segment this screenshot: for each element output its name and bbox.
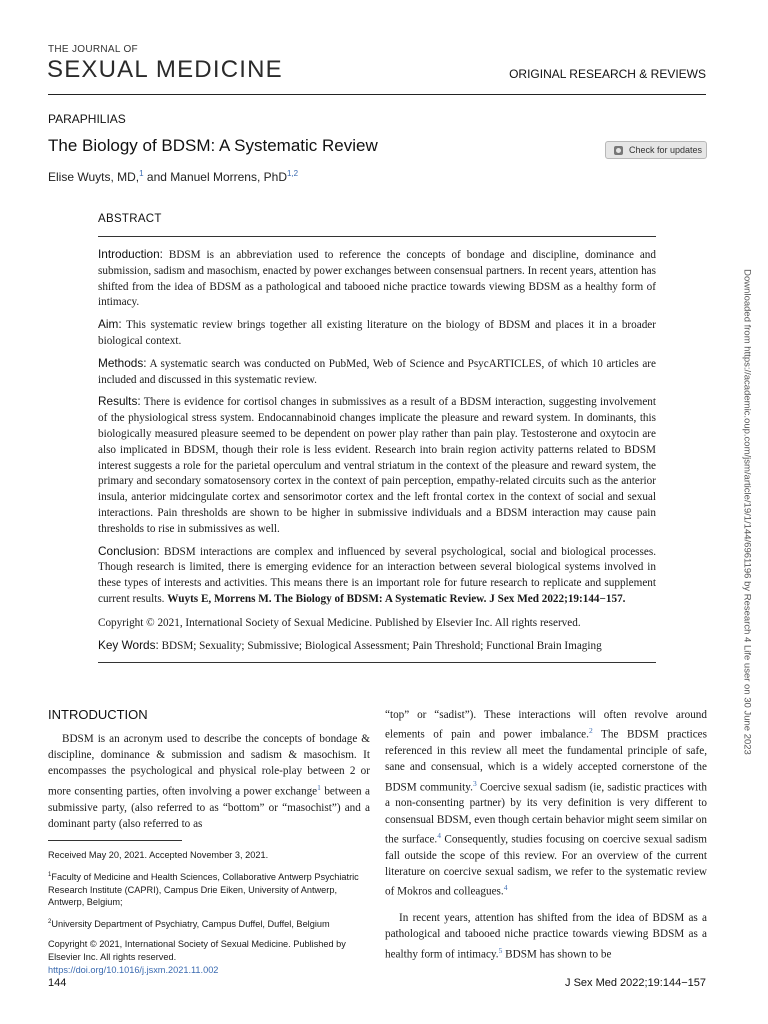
abstract-label: Methods:	[98, 355, 147, 370]
abstract-results	[98, 394, 656, 537]
abstract-heading: ABSTRACT	[98, 213, 162, 225]
abstract-label: Introduction:	[98, 247, 163, 261]
body-text: “top” or “sadist”). These interactions will often revolve around elements of pain and power imbalance.	[385, 709, 707, 741]
author-name: and Manuel Morrens, PhD	[143, 170, 287, 184]
affiliation-link[interactable]: 1,2	[286, 169, 299, 178]
abstract-text: BDSM interactions are complex and influenced by several psychological, social and biological processes. Though research is limited, there is emerging evidence for an interaction between several biological systems involved in these types of interests and activities. This means there is an important role for future research to replicate and supplement current results.	[98, 545, 656, 605]
journal-name-small: THE JOURNAL OF	[48, 44, 138, 55]
abstract-keywords	[98, 638, 656, 655]
page-number: 144	[48, 977, 67, 989]
abstract-copyright: Copyright © 2021, International Society of Sexual Medicine. Published by Elsevier Inc. All rights reserved.	[98, 616, 581, 629]
download-watermark: Downloaded from https://academic.oup.com/jsm/article/19/1/144/6961196 by Research 4 Life user on 30 June 2023	[741, 269, 753, 755]
section-type: ORIGINAL RESEARCH & REVIEWS	[509, 67, 706, 81]
abstract-label: Key Words:	[98, 637, 159, 652]
abstract-bottom-rule	[98, 662, 656, 663]
abstract-label: Aim:	[98, 317, 122, 332]
abstract-text: This systematic review brings together all existing literature on the biology of BDSM and places it in a broader biological context.	[98, 319, 656, 347]
abstract-rule	[98, 236, 656, 237]
received-date: Received May 20, 2021. Accepted November 3, 2021.	[48, 850, 269, 860]
body-text: Consequently, studies focusing on coercive sexual sadism fall outside the scope of this review. For an overview of the current literature on coercive sexual sadism, we refer to the systematic review of Mokros and colleagues.	[385, 833, 707, 898]
reference-link[interactable]: 1	[317, 782, 321, 792]
abstract-text: There is evidence for cortisol changes in submissives as a result of a BDSM interaction, suggesting involvement of the physiological stress system. Endocannabinoid changes implicate the pleasure and reward system. In dominants, this biologically measured pleasure seemed to be dependent on power play rather than pain play. Testosterone and oxytocin are also implicated in BDSM, though their role is less evident. Research into brain region activity patterns related to BDSM interest suggests a role for the parietal operculum and ventral striatum in the context of the pleasure and reward system, the primary and secondary somatosensory cortex in the context of pain perception, empathy-related circuits such as the anterior insula, anterior midcingulate cortex and sensorimotor cortex and the left frontal cortex in the context of social and sexual interactions. Pain thresholds are shown to be higher in submissive individuals and a BDSM interaction may cause pain thresholds to rise in submissives as well.	[98, 396, 656, 535]
abstract-label: Conclusion:	[98, 543, 160, 558]
footnote-rule	[48, 840, 182, 841]
affiliation-1	[48, 869, 370, 909]
abstract-aim	[98, 317, 656, 350]
section-heading-introduction: INTRODUCTION	[48, 707, 148, 722]
abstract-citation: Wuyts E, Morrens M. The Biology of BDSM: A Systematic Review. J Sex Med 2022;19:144−157.	[167, 592, 626, 605]
affiliation-2	[48, 916, 370, 931]
article-category: PARAPHILIAS	[48, 112, 126, 126]
intro-paragraph	[385, 910, 707, 962]
doi-link[interactable]: https://doi.org/10.1016/j.jsxm.2021.11.002	[48, 964, 219, 975]
body-text: BDSM has shown to be	[502, 948, 612, 961]
citation-footer: J Sex Med 2022;19:144−157	[565, 977, 706, 989]
affiliation-text: Faculty of Medicine and Health Sciences, Collaborative Antwerp Psychiatric Research Institute (CAPRI), Campus Drie Eiken, University of Antwerp, Antwerp, Belgium;	[48, 871, 359, 908]
intro-paragraph	[48, 731, 370, 832]
abstract-text: A systematic search was conducted on PubMed, Web of Science and PsycARTICLES, of which 10 articles are included and discussed in this systematic review.	[98, 357, 656, 386]
abstract-body	[98, 247, 656, 660]
abstract-conclusion	[98, 544, 656, 608]
body-text: In recent years, attention has shifted from the idea of BDSM as a pathological and tabooed niche practice towards viewing BDSM as a healthy form of intimacy.	[385, 912, 707, 961]
abstract-text: BDSM is an abbreviation used to reference the concepts of bondage and discipline, dominance and submission, sadism and masochism, enacted by power exchanges between consensual partners. In recent years, attention has shifted from the idea of BDSM as a pathological and tabooed niche practice towards viewing BDSM as a healthy form of intimacy.	[98, 249, 656, 309]
affiliation-marker: 2	[48, 919, 52, 926]
affiliation-marker: 1	[48, 871, 52, 878]
keywords-text: BDSM; Sexuality; Submissive; Biological Assessment; Pain Threshold; Functional Brain Imaging	[158, 639, 602, 652]
reference-link[interactable]: 3	[472, 778, 477, 788]
abstract-introduction	[98, 247, 656, 311]
reference-link[interactable]: 2	[588, 726, 593, 736]
check-updates-button[interactable]	[605, 141, 707, 159]
body-text: Coercive sexual sadism (ie, sadistic practices with a non-consenting partner) by its very definition is very different to consensual BDSM, even though certain behavior might seem similar on the surface.	[385, 781, 707, 846]
reference-link[interactable]: 4	[437, 830, 441, 840]
intro-paragraph	[385, 707, 707, 900]
header-rule	[48, 94, 706, 95]
reference-link[interactable]: 5	[498, 945, 503, 955]
article-title: The Biology of BDSM: A Systematic Review	[48, 136, 378, 155]
journal-name: SEXUAL MEDICINE	[47, 56, 283, 83]
body-text: BDSM is an acronym used to describe the concepts of bondage & discipline, dominance & submission and sadism & masochism. It encompasses the psychological and physical role-play between 2 or more consenting parties, often involving a power exchange	[48, 733, 370, 798]
check-updates-label: Check for updates	[629, 145, 703, 155]
abstract-label: Results:	[98, 394, 141, 409]
footnotes	[48, 849, 370, 984]
body-text: The BDSM practices referenced in this review all meet the fundamental principle of safe, sane and consensual, which is a widely accepted cornerstone of the BDSM community.	[385, 728, 707, 794]
right-column	[385, 707, 707, 963]
abstract-methods	[98, 356, 656, 389]
crossmark-icon	[614, 146, 623, 155]
author-name: Elise Wuyts, MD,	[48, 170, 140, 184]
footnote-copyright	[48, 938, 370, 976]
copyright-text: Copyright © 2021, International Society of Sexual Medicine. Published by Elsevier Inc. All rights reserved.	[48, 939, 346, 962]
affiliation-text: University Department of Psychiatry, Campus Duffel, Duffel, Belgium	[51, 919, 330, 930]
reference-link[interactable]: 4	[503, 883, 508, 893]
author-list	[48, 169, 298, 184]
affiliation-link[interactable]: 1	[139, 169, 144, 178]
body-text: between a submissive party, (also referred to as “bottom” or “masochist”) and a dominant party (also referred to as	[48, 785, 370, 830]
